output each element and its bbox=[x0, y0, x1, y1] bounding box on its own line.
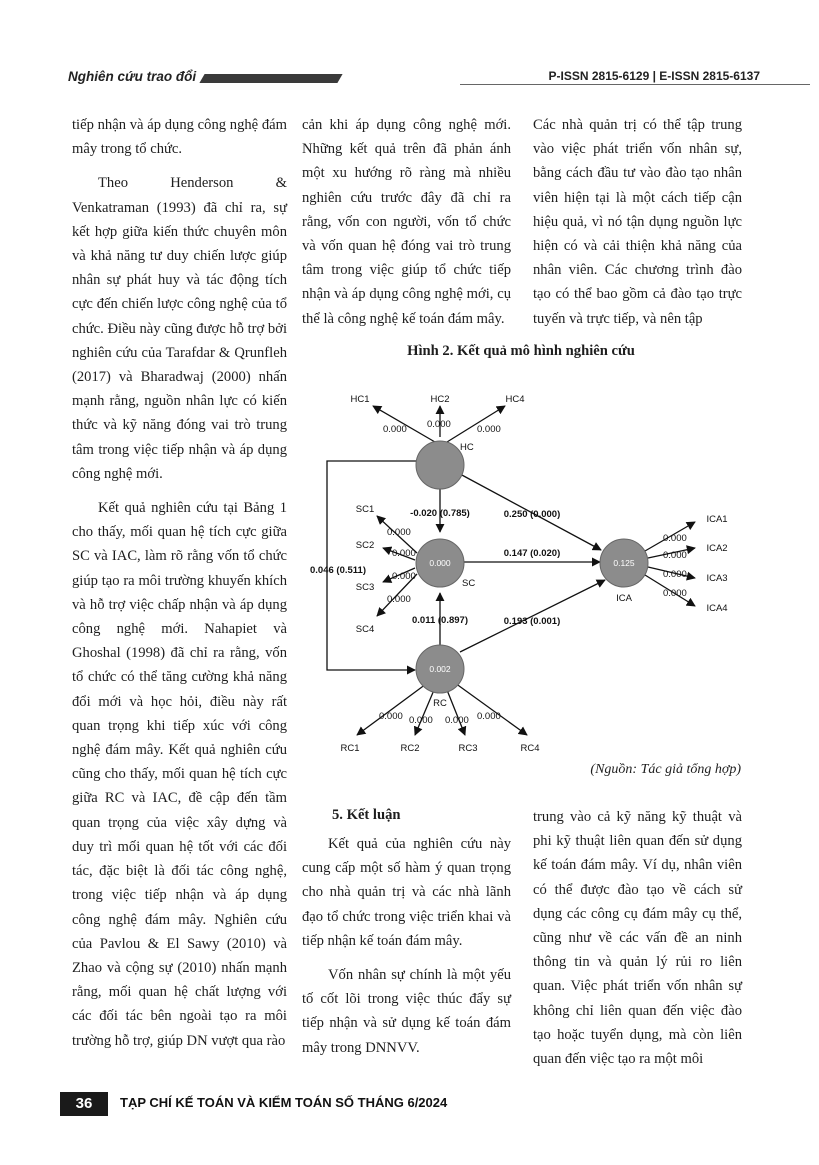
paragraph: cản khi áp dụng công nghệ mới. Những kết quả trên đã phản ánh một xu hướng rõ ràng mà nhiều nghiên cứu trước đây đã chỉ ra rằng, vốn con người, vốn tổ chức và vốn quan hệ đóng vai trò trung tâm trong việc giúp tổ chức tiếp nhận và áp dụng công nghệ mới, cụ thể là công nghệ kế toán đám mây. bbox=[302, 117, 511, 327]
paragraph: Các nhà quản trị có thể tập trung vào việc phát triển vốn nhân sự, bằng cách đầu tư vào đào tạo nhân viên hiện tại là một cách tiếp cận hiệu quả, vì nó tận dụng nguồn lực hiện có và cải thiện khả năng của nhân viên. Các chương trình đào tạo có thể bao gồm cả đào tạo trực tuyến và trực tiếp, và nên tập bbox=[533, 117, 742, 327]
loading-label: 0.000 bbox=[445, 715, 469, 726]
rc-label: RC bbox=[433, 698, 447, 709]
path-coefficient: 0.011 (0.897) bbox=[412, 615, 468, 626]
paragraph: Theo Henderson & Venkatraman (1993) đã chỉ ra, sự kết hợp giữa kiến thức chuyên môn và khả năng tư duy chiến lược giúp nhân sự phát huy và tác động tích cực đến chiến lược công nghệ của tổ chức. Điều này cũng được hỗ trợ bởi nghiên cứu của Tarafdar & Qrunfleh (2017) và Bharadwaj (2000) nhấn mạnh rằng, nguồn nhân lực có kiến thức và kỹ năng đóng vai trò trung tâm trong việc tiếp nhận và áp dụng công nghệ mới. bbox=[72, 175, 287, 482]
loading-label: 0.000 bbox=[663, 588, 687, 599]
indicator-label: ICA3 bbox=[706, 573, 728, 584]
section-heading: 5. Kết luận bbox=[332, 807, 401, 823]
paragraph: Kết quả của nghiên cứu này cung cấp một số hàm ý quan trọng cho nhà quản trị và các nhà lãnh đạo tổ chức trong việc triển khai và tiếp nhận kế toán đám mây. bbox=[302, 836, 511, 949]
column-left bbox=[72, 113, 287, 1063]
ica-r2: 0.125 bbox=[613, 558, 635, 568]
loading-label: 0.000 bbox=[663, 569, 687, 580]
indicator-label: ICA2 bbox=[706, 543, 728, 554]
indicator-label: SC3 bbox=[355, 582, 375, 593]
loading-label: 0.000 bbox=[409, 715, 433, 726]
sc-r2: 0.000 bbox=[429, 558, 451, 568]
path-coefficient: 0.250 (0.000) bbox=[503, 509, 561, 520]
path-coefficient: 0.046 (0.511) bbox=[310, 565, 366, 576]
section-label: Nghiên cứu trao đổi bbox=[68, 69, 197, 84]
journal-title: TẠP CHÍ KẾ TOÁN VÀ KIỂM TOÁN SỐ THÁNG 6/2024 bbox=[120, 1095, 448, 1110]
rc-r2: 0.002 bbox=[429, 664, 451, 674]
indicator-label: RC3 bbox=[458, 743, 478, 754]
hc-node bbox=[416, 441, 464, 489]
indicator-label: ICA4 bbox=[706, 603, 728, 614]
indicator-label: SC1 bbox=[355, 504, 375, 515]
figure-source: (Nguồn: Tác giả tổng hợp) bbox=[590, 762, 741, 777]
research-model-diagram bbox=[305, 370, 745, 760]
loading-label: 0.000 bbox=[392, 571, 416, 582]
indicator-label: RC1 bbox=[340, 743, 360, 754]
column-right-top bbox=[533, 113, 742, 341]
page-number: 36 bbox=[60, 1092, 108, 1116]
loading-label: 0.000 bbox=[379, 711, 403, 722]
header-rule bbox=[460, 84, 810, 85]
path-coefficient: -0.020 (0.785) bbox=[410, 508, 470, 519]
page-header bbox=[60, 64, 760, 88]
indicator-label: SC2 bbox=[355, 540, 375, 551]
indicator-label: RC2 bbox=[400, 743, 420, 754]
loading-label: 0.000 bbox=[663, 550, 687, 561]
loading-label: 0.000 bbox=[477, 711, 501, 722]
loading-label: 0.000 bbox=[383, 424, 407, 435]
paragraph: Kết quả nghiên cứu tại Bảng 1 cho thấy, mối quan hệ tích cực giữa SC và IAC, làm rõ rằng vốn tổ chức giúp tạo ra môi trường khuyến khích và hỗ trợ việc chấp nhận và áp dụng công nghệ mới. Nahapiet và Ghoshal (1998) đã chỉ ra rằng, vốn tổ chức có thể tăng cường khả năng đổi mới và học hỏi, điều này rất quan trọng khi tiếp xúc với công nghệ đám mây. Kết quả nghiên cứu cũng cho thấy, mối quan hệ tích cực giữa RC và IAC, đề cập đến tầm quan trọng của việc xây dựng và duy trì mối quan hệ tốt với các đối tác, đặc biệt là đối tác công nghệ, trong việc tiếp nhận và áp dụng công nghệ đám mây. Nghiên cứu của Pavlou & El Sawy (2010) và Zhao và cộng sự (2010) nhấn mạnh rằng, mối quan hệ chất lượng với các đối tác bên ngoài tạo ra môi trường hỗ trợ, giúp DN vượt qua rào bbox=[72, 500, 287, 1049]
loading-label: 0.000 bbox=[392, 548, 416, 559]
loading-label: 0.000 bbox=[427, 419, 451, 430]
loading-label: 0.000 bbox=[477, 424, 501, 435]
paragraph: Vốn nhân sự chính là một yếu tố cốt lõi trong việc thúc đẩy sự tiếp nhận và sử dụng kế toán đám mây trong DNNVV. bbox=[302, 967, 511, 1056]
indicator-label: RC4 bbox=[520, 743, 540, 754]
sc-label: SC bbox=[462, 578, 476, 589]
column-middle-top bbox=[302, 113, 511, 341]
header-bar bbox=[199, 74, 342, 83]
indicator-label: HC1 bbox=[350, 394, 370, 405]
column-right-bottom bbox=[533, 805, 742, 1081]
paragraph: trung vào cả kỹ năng kỹ thuật và phi kỹ thuật liên quan đến sử dụng kế toán đám mây. Ví dụ, nhân viên có thể được đào tạo về cách sử dụng các công cụ đám mây cụ thể, cũng như về các vấn đề an ninh thông tin và quản lý rủi ro liên quan. Việc phát triển vốn nhân sự không chỉ liên quan đến việc đào tạo hoặc tuyển dụng, mà còn liên quan đến việc tạo ra một môi bbox=[533, 809, 742, 1068]
loading-label: 0.000 bbox=[387, 527, 411, 538]
path-coefficient: 0.193 (0.001) bbox=[503, 616, 561, 627]
hc-label: HC bbox=[460, 442, 474, 453]
path-coefficient: 0.147 (0.020) bbox=[503, 548, 561, 559]
ica-label: ICA bbox=[616, 593, 632, 604]
indicator-label: HC2 bbox=[430, 394, 450, 405]
indicator-label: SC4 bbox=[355, 624, 375, 635]
indicator-label: HC4 bbox=[505, 394, 525, 405]
page-footer bbox=[58, 1092, 758, 1116]
issn-label: P-ISSN 2815-6129 | E-ISSN 2815-6137 bbox=[548, 69, 760, 83]
loading-label: 0.000 bbox=[387, 594, 411, 605]
paragraph: tiếp nhận và áp dụng công nghệ đám mây trong tổ chức. bbox=[72, 117, 287, 158]
figure-title: Hình 2. Kết quả mô hình nghiên cứu bbox=[407, 343, 635, 359]
indicator-label: ICA1 bbox=[706, 514, 728, 525]
column-middle-bottom bbox=[302, 832, 511, 1070]
loading-label: 0.000 bbox=[663, 533, 687, 544]
